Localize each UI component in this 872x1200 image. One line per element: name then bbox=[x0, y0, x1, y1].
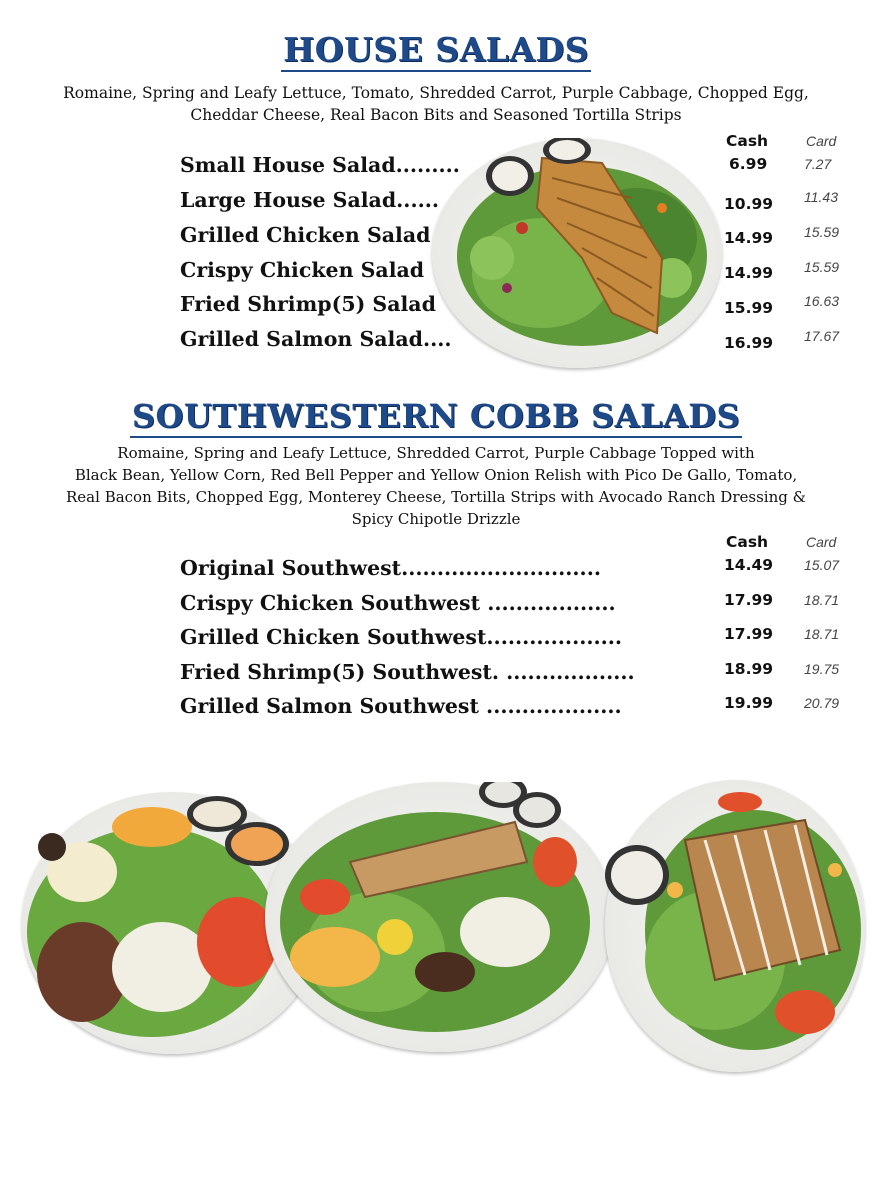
cobb-item-crispy-chicken: Crispy Chicken Southwest .................. bbox=[180, 591, 616, 615]
cobb-item-fried-shrimp: Fried Shrimp(5) Southwest. .................. bbox=[180, 660, 635, 684]
house-cash-header: Cash bbox=[726, 132, 769, 150]
cobb-item-original-card: 15.07 bbox=[804, 557, 840, 573]
cobb-card-header: Card bbox=[806, 534, 837, 550]
cobb-item-grilled-chicken-cash: 17.99 bbox=[724, 625, 774, 643]
cobb-salad-food-image-right bbox=[605, 780, 865, 1072]
cobb-salads-description bbox=[10, 442, 862, 530]
house-item-fried-shrimp-card: 16.63 bbox=[804, 293, 840, 309]
house-item-grilled-chicken-cash: 14.99 bbox=[724, 229, 774, 247]
house-item-large: Large House Salad...... bbox=[180, 188, 439, 212]
house-desc-line-1: Romaine, Spring and Leafy Lettuce, Tomato, Shredded Carrot, Purple Cabbage, Chopped Egg, bbox=[63, 84, 809, 102]
house-item-small-cash: 6.99 bbox=[729, 155, 768, 173]
house-item-small: Small House Salad......... bbox=[180, 153, 460, 177]
house-salad-photo bbox=[432, 138, 722, 368]
cobb-desc-line-3: Real Bacon Bits, Chopped Egg, Monterey Cheese, Tortilla Strips with Avocado Ranch Dressing & bbox=[66, 488, 806, 506]
house-item-fried-shrimp: Fried Shrimp(5) Salad bbox=[180, 292, 436, 316]
house-salads-description bbox=[10, 82, 862, 126]
house-item-crispy-chicken-cash: 14.99 bbox=[724, 264, 774, 282]
cobb-salad-food-image-center bbox=[265, 782, 615, 1052]
cobb-desc-line-2: Black Bean, Yellow Corn, Red Bell Pepper and Yellow Onion Relish with Pico De Gallo, Tomato, bbox=[74, 466, 798, 484]
cobb-item-original-cash: 14.49 bbox=[724, 556, 774, 574]
house-item-grilled-salmon-cash: 16.99 bbox=[724, 334, 774, 352]
cobb-item-grilled-chicken: Grilled Chicken Southwest................... bbox=[180, 625, 623, 649]
cobb-desc-line-4: Spicy Chipotle Drizzle bbox=[351, 510, 521, 528]
house-card-header: Card bbox=[806, 133, 837, 149]
house-salad-food-image bbox=[432, 138, 722, 368]
house-item-crispy-chicken: Crispy Chicken Salad bbox=[180, 258, 425, 282]
cobb-salad-photo-center bbox=[265, 782, 615, 1052]
cobb-item-crispy-chicken-card: 18.71 bbox=[804, 592, 840, 608]
cobb-salads-title: SOUTHWESTERN COBB SALADS bbox=[0, 397, 872, 438]
cobb-item-grilled-salmon-card: 20.79 bbox=[804, 695, 840, 711]
house-item-large-card: 11.43 bbox=[804, 189, 838, 205]
house-item-grilled-chicken-card: 15.59 bbox=[804, 224, 840, 240]
cobb-item-grilled-salmon: Grilled Salmon Southwest ................... bbox=[180, 694, 622, 718]
house-item-small-card: 7.27 bbox=[804, 156, 832, 172]
cobb-cash-header: Cash bbox=[726, 533, 769, 551]
house-item-crispy-chicken-card: 15.59 bbox=[804, 259, 840, 275]
cobb-item-original: Original Southwest............................ bbox=[180, 556, 601, 580]
cobb-item-grilled-chicken-card: 18.71 bbox=[804, 626, 840, 642]
house-item-grilled-salmon-card: 17.67 bbox=[804, 328, 840, 344]
house-item-grilled-chicken: Grilled Chicken Salad bbox=[180, 223, 431, 247]
cobb-desc-line-1: Romaine, Spring and Leafy Lettuce, Shredded Carrot, Purple Cabbage Topped with bbox=[117, 444, 755, 462]
house-desc-line-2: Cheddar Cheese, Real Bacon Bits and Seasoned Tortilla Strips bbox=[190, 106, 682, 124]
house-item-large-cash: 10.99 bbox=[724, 195, 774, 213]
house-salads-title: HOUSE SALADS bbox=[0, 30, 872, 72]
cobb-salad-photo-right bbox=[605, 780, 865, 1072]
cobb-item-fried-shrimp-card: 19.75 bbox=[804, 661, 840, 677]
cobb-item-crispy-chicken-cash: 17.99 bbox=[724, 591, 774, 609]
house-item-fried-shrimp-cash: 15.99 bbox=[724, 299, 774, 317]
cobb-item-fried-shrimp-cash: 18.99 bbox=[724, 660, 774, 678]
cobb-item-grilled-salmon-cash: 19.99 bbox=[724, 694, 774, 712]
house-item-grilled-salmon: Grilled Salmon Salad.... bbox=[180, 327, 452, 351]
